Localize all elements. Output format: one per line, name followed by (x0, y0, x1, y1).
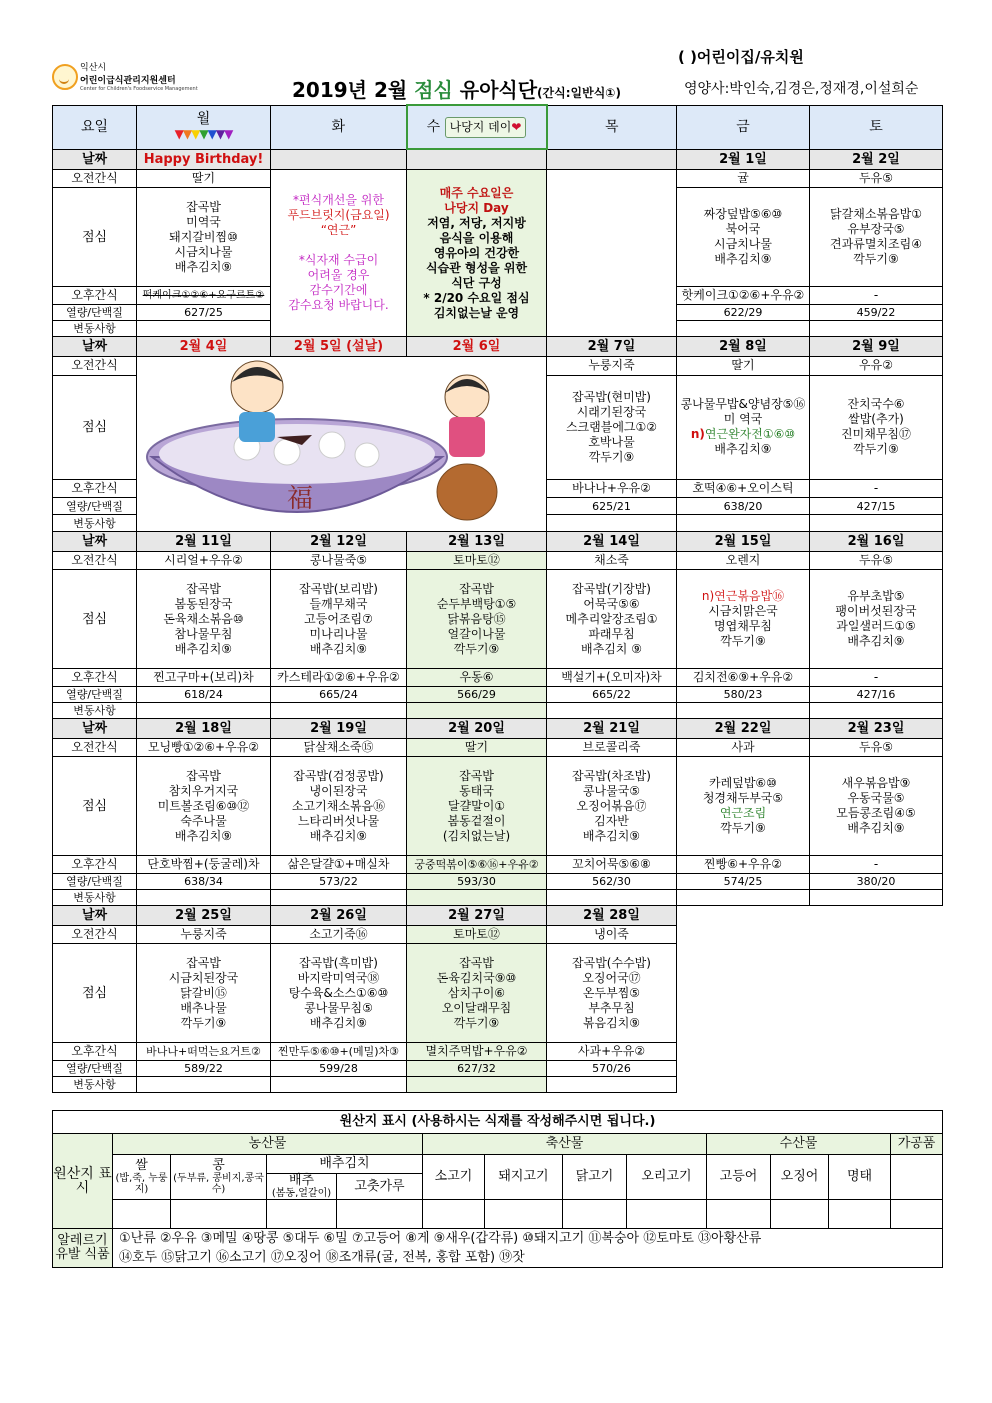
date-cell: 2월 18일 (137, 719, 271, 739)
facility-name-blank: ( )어린이집/유치원 (678, 48, 804, 66)
date-cell (547, 149, 677, 170)
lunch-cell: 유부초밥⑤ 팽이버섯된장국 과일샐러드①⑤ 배추김치⑨ (810, 570, 943, 669)
origin-input[interactable] (563, 1200, 627, 1229)
empty-area (677, 906, 943, 1093)
am-snack-row (53, 357, 943, 376)
origin-label: 원산지 표시 (53, 1134, 113, 1229)
am-snack-label: 오전간식 (53, 552, 137, 570)
rice-cake-soup-illustration (137, 357, 547, 527)
date-cell (407, 149, 547, 170)
changes-row (53, 890, 943, 906)
changes-row (53, 703, 943, 719)
fish-header: 고등어 (707, 1155, 771, 1200)
lunch-row (53, 570, 943, 669)
lunch-cell: 잡곡밥 참치우거지국 미트볼조림⑥⑩⑫ 숙주나물 배추김치⑨ (137, 757, 271, 856)
lunch-cell: 잡곡밥(흑미밥) 바지락미역국⑱ 탕수육&소스①⑥⑩ 콩나물무침⑤ 배추김치⑨ (271, 944, 407, 1043)
lunch-cell: 잡곡밥 돈육김치국⑨⑩ 삼치구이⑥ 오이달래무침 깍두기⑨ (407, 944, 547, 1043)
am-snack-cell: 소고기죽⑯ (271, 926, 407, 944)
am-snack-label: 오전간식 (53, 926, 137, 944)
date-cell: 2월 4일 (137, 337, 271, 357)
calorie-cell: 627/25 (137, 305, 271, 321)
calorie-cell: 625/21 (547, 498, 677, 515)
am-snack-row (53, 170, 943, 188)
date-cell: 2월 16일 (810, 532, 943, 552)
pepper-header: 고춧가루 (337, 1174, 423, 1200)
pm-snack-label: 오후간식 (53, 856, 137, 874)
pm-snack-cell: 단호박찜+(둥굴레)차 (137, 856, 271, 874)
date-cell: 2월 22일 (677, 719, 810, 739)
date-label: 날짜 (53, 906, 137, 926)
col-mon: 월 ▼▼▼▼▼▼▼ (137, 105, 271, 149)
logo-city: 익산시 (80, 63, 107, 73)
pm-snack-label: 오후간식 (53, 1043, 137, 1061)
food-bridge-note: *편식개선을 위한 푸드브릿지(금요일) “연근” *식자재 수급이 어려울 경우 감수기간에 감수요청 바랍니다. (271, 170, 407, 337)
col-fri: 금 (677, 105, 810, 149)
bean-header: 콩 (두부류, 콩비지,콩국수) (171, 1155, 267, 1200)
lunch-cell: 새우볶음밥⑨ 우동국물⑤ 모듬콩조림④⑤ 배추김치⑨ (810, 757, 943, 856)
col-wed: 수 나당지 데이❤ (407, 105, 547, 149)
lunch-cell: 카레덮밥⑥⑩ 청경채두부국⑤ 연근조림 깍두기⑨ (677, 757, 810, 856)
date-cell: 2월 20일 (407, 719, 547, 739)
lunch-row (53, 757, 943, 856)
calorie-cell: 638/20 (677, 498, 810, 515)
date-cell: 2월 12일 (271, 532, 407, 552)
am-snack-label: 오전간식 (53, 357, 137, 376)
am-snack-cell: 냉이죽 (547, 926, 677, 944)
allergy-list: ①난류 ②우유 ③메밀 ④땅콩 ⑤대두 ⑥밀 ⑦고등어 ⑧게 ⑨새우(갑각류) ⑩돼지고기 ⑪복숭아 ⑫토마토 ⑬아황산류 ⑭호두 ⑮닭고기 ⑯소고기 ⑰오징어 ⑱조개류(굴, 전복, 홍합 포함) ⑲잣 (113, 1229, 943, 1268)
pm-snack-cell: 궁중떡볶이⑤⑥⑯+우유② (407, 856, 547, 874)
lunch-cell: 잡곡밥(현미밥) 시래기된장국 스크램블에그①② 호박나물 깍두기⑨ (547, 375, 677, 479)
calorie-row (53, 687, 943, 703)
date-cell: 2월 5일 (설날) (271, 337, 407, 357)
heart-icon: ❤ (511, 119, 522, 134)
origin-table (52, 1110, 943, 1268)
origin-input[interactable] (113, 1200, 171, 1229)
lunch-label: 점심 (53, 188, 137, 287)
calorie-cell: 459/22 (810, 305, 943, 321)
date-cell: 2월 6일 (407, 337, 547, 357)
date-cell: 2월 11일 (137, 532, 271, 552)
seollal-illustration (137, 357, 547, 532)
birthday-label: Happy Birthday! (137, 149, 271, 170)
calorie-cell: 589/22 (137, 1061, 271, 1077)
origin-input[interactable] (707, 1200, 771, 1229)
calorie-cell: 599/28 (271, 1061, 407, 1077)
changes-cell (810, 515, 943, 532)
pm-snack-cell: 찐빵⑥+우유② (677, 856, 810, 874)
am-snack-cell: 브로콜리죽 (547, 739, 677, 757)
lunch-cell: 콩나물무밥&양념장⑤⑯ 미 역국 n)연근완자전①⑥⑩ 배추김치⑨ (677, 375, 810, 479)
am-snack-cell: 모닝빵①②⑥+우유② (137, 739, 271, 757)
pm-snack-cell: 찐만두⑤⑥⑩+(메밀)차③ (271, 1043, 407, 1061)
lunch-label: 점심 (53, 375, 137, 479)
date-label: 날짜 (53, 719, 137, 739)
lunch-label: 점심 (53, 570, 137, 669)
calorie-cell: 593/30 (407, 874, 547, 890)
date-row (53, 906, 943, 926)
pm-snack-cell: 바나나+떠먹는요거트② (137, 1043, 271, 1061)
date-cell: 2월 23일 (810, 719, 943, 739)
date-row (53, 719, 943, 739)
pm-snack-cell: - (810, 669, 943, 687)
pm-snack-cell: - (810, 287, 943, 305)
origin-input[interactable] (267, 1200, 337, 1229)
calorie-cell: 427/16 (810, 687, 943, 703)
am-snack-cell: 콩나물죽⑤ (271, 552, 407, 570)
rainbow-hearts-icon: ▼▼▼▼▼▼▼ (174, 127, 233, 141)
lunch-cell: 잡곡밥 미역국 돼지갈비찜⑩ 시금치나물 배추김치⑨ (137, 188, 271, 287)
meat-header: 소고기 (423, 1155, 485, 1200)
date-cell: 2월 25일 (137, 906, 271, 926)
pm-snack-label: 오후간식 (53, 287, 137, 305)
am-snack-cell: 딸기 (677, 357, 810, 376)
changes-label: 변동사항 (53, 321, 137, 337)
date-label: 날짜 (53, 149, 137, 170)
am-snack-cell: 사과 (677, 739, 810, 757)
calorie-cell: 380/20 (810, 874, 943, 890)
menu-table (52, 104, 943, 1093)
am-snack-cell: 토마토⑫ (407, 926, 547, 944)
pm-snack-row (53, 856, 943, 874)
meat-header: 오리고기 (627, 1155, 707, 1200)
pm-snack-cell: 우동⑥ (407, 669, 547, 687)
calorie-label: 열량/단백질 (53, 687, 137, 703)
changes-label: 변동사항 (53, 515, 137, 532)
col-sat: 토 (810, 105, 943, 149)
am-snack-cell: 닭살채소죽⑮ (271, 739, 407, 757)
calorie-label: 열량/단백질 (53, 498, 137, 515)
changes-cell (547, 515, 677, 532)
col-thu: 목 (547, 105, 677, 149)
am-snack-row (53, 552, 943, 570)
changes-label: 변동사항 (53, 703, 137, 719)
changes-cell (810, 321, 943, 337)
date-label: 날짜 (53, 337, 137, 357)
calorie-cell: 566/29 (407, 687, 547, 703)
fish-header: 오징어 (771, 1155, 829, 1200)
am-snack-label: 오전간식 (53, 739, 137, 757)
date-cell: 2월 2일 (810, 149, 943, 170)
am-snack-cell: 딸기 (407, 739, 547, 757)
pm-snack-cell: 바나나+우유② (547, 479, 677, 498)
calorie-cell: 570/26 (547, 1061, 677, 1077)
lunch-cell: 닭갈채소볶음밥① 유부장국⑤ 견과류멸치조림④ 깍두기⑨ (810, 188, 943, 287)
day-label: 요일 (53, 105, 137, 149)
am-snack-row (53, 739, 943, 757)
am-snack-cell: 딸기 (137, 170, 271, 188)
origin-input[interactable] (627, 1200, 707, 1229)
lunch-label: 점심 (53, 944, 137, 1043)
calorie-cell: 627/32 (407, 1061, 547, 1077)
calorie-cell: 580/23 (677, 687, 810, 703)
pm-snack-label: 오후간식 (53, 479, 137, 498)
calorie-cell: 574/25 (677, 874, 810, 890)
rice-header: 쌀 (밥,죽, 누룽지) (113, 1155, 171, 1200)
pm-snack-cell: 핫케이크①②⑥+우유② (677, 287, 810, 305)
date-row (53, 149, 943, 170)
changes-label: 변동사항 (53, 1077, 137, 1093)
pm-snack-cell: 호떡④⑥+오이스틱 (677, 479, 810, 498)
date-label: 날짜 (53, 532, 137, 552)
calorie-cell: 562/30 (547, 874, 677, 890)
smiley-logo-icon (52, 64, 78, 90)
lunch-cell: 잡곡밥(기장밥) 어묵국⑤⑥ 메추리알장조림① 파래무침 배추김치 ⑨ (547, 570, 677, 669)
date-row (53, 337, 943, 357)
calorie-label: 열량/단백질 (53, 305, 137, 321)
pm-snack-cell: 카스테라①②⑥+우유② (271, 669, 407, 687)
date-cell: 2월 21일 (547, 719, 677, 739)
lunch-cell: 짜장덮밥⑤⑥⑩ 북어국 시금치나물 배추김치⑨ (677, 188, 810, 287)
allergy-label: 알레르기유발 식품 (53, 1229, 113, 1268)
page-title: 2019년 2월 점심 유아식단(간식:일반식①) (292, 78, 621, 102)
date-cell (271, 149, 407, 170)
am-snack-cell: 귤 (677, 170, 810, 188)
weekday-header-row (53, 105, 943, 149)
col-tue: 화 (271, 105, 407, 149)
am-snack-cell: 토마토⑫ (407, 552, 547, 570)
calorie-cell: 638/34 (137, 874, 271, 890)
lunch-cell: 잡곡밥(보리밥) 들깨무채국 고등어조림⑦ 미나리나물 배추김치⑨ (271, 570, 407, 669)
date-cell: 2월 19일 (271, 719, 407, 739)
lunch-cell: 잔치국수⑥ 쌀밥(추가) 진미채무침⑰ 깍두기⑨ (810, 375, 943, 479)
date-cell: 2월 9일 (810, 337, 943, 357)
calorie-cell: 665/24 (271, 687, 407, 703)
changes-cell (137, 321, 271, 337)
origin-input[interactable] (891, 1200, 943, 1229)
pm-snack-label: 오후간식 (53, 669, 137, 687)
nadang-day-badge: 나당지 데이❤ (445, 117, 527, 138)
pm-snack-cell: 김치전⑥⑨+우유② (677, 669, 810, 687)
lunch-cell: 잡곡밥(차조밥) 콩나물국⑤ 오징어볶음⑰ 김자반 배추김치⑨ (547, 757, 677, 856)
pm-snack-cell: 백설기+(오미자)차 (547, 669, 677, 687)
pm-snack-cell: 멸치주먹밥+우유② (407, 1043, 547, 1061)
date-cell: 2월 28일 (547, 906, 677, 926)
date-cell: 2월 26일 (271, 906, 407, 926)
origin-input[interactable] (485, 1200, 563, 1229)
origin-input[interactable] (171, 1200, 267, 1229)
logo-center-name: 어린이급식관리지원센터 (80, 76, 176, 86)
am-snack-label: 오전간식 (53, 170, 137, 188)
am-snack-cell: 채소죽 (547, 552, 677, 570)
kimchi-header: 배추김치 (267, 1155, 423, 1174)
am-snack-cell: 두유⑤ (810, 739, 943, 757)
calorie-cell: 618/24 (137, 687, 271, 703)
processed-header (891, 1155, 943, 1200)
origin-input[interactable] (423, 1200, 485, 1229)
group-processed: 가공품 (891, 1134, 943, 1155)
am-snack-cell: 두유⑤ (810, 170, 943, 188)
pm-snack-cell: 사과+우유② (547, 1043, 677, 1061)
meat-header: 닭고기 (563, 1155, 627, 1200)
lunch-cell: n)연근볶음밥⑯ 시금치맑은국 명엽채무침 깍두기⑨ (677, 570, 810, 669)
date-cell: 2월 8일 (677, 337, 810, 357)
origin-input[interactable] (829, 1200, 891, 1229)
date-cell: 2월 1일 (677, 149, 810, 170)
calorie-cell: 622/29 (677, 305, 810, 321)
changes-label: 변동사항 (53, 890, 137, 906)
am-snack-cell: 누룽지죽 (137, 926, 271, 944)
nutritionists: 영양사:박인숙,김경은,정재경,이설희순 (684, 81, 919, 97)
am-snack-cell: 두유⑤ (810, 552, 943, 570)
fish-header: 명태 (829, 1155, 891, 1200)
calorie-cell: 573/22 (271, 874, 407, 890)
center-logo (52, 56, 212, 98)
changes-cell (677, 321, 810, 337)
date-row (53, 532, 943, 552)
group-fishery: 수산물 (707, 1134, 891, 1155)
date-cell: 2월 27일 (407, 906, 547, 926)
pm-snack-cell: - (810, 479, 943, 498)
date-cell: 2월 13일 (407, 532, 547, 552)
calorie-cell: 665/22 (547, 687, 677, 703)
pm-snack-cell: 떡케이크①②⑥+요구르트② (137, 287, 271, 305)
changes-cell (677, 515, 810, 532)
meat-header: 돼지고기 (485, 1155, 563, 1200)
date-cell: 2월 14일 (547, 532, 677, 552)
am-snack-cell: 누룽지죽 (547, 357, 677, 376)
date-cell: 2월 7일 (547, 337, 677, 357)
pm-snack-cell: - (810, 856, 943, 874)
calorie-label: 열량/단백질 (53, 874, 137, 890)
svg-text:福: 福 (287, 484, 314, 514)
calorie-label: 열량/단백질 (53, 1061, 137, 1077)
logo-english: Center for Children's Foodservice Management (80, 86, 198, 92)
lunch-cell: 잡곡밥 동태국 달걀말이① 봄동겉절이 (김치없는날) (407, 757, 547, 856)
am-snack-cell: 오렌지 (677, 552, 810, 570)
nadang-day-note: 매주 수요일은 나당지 Day 저염, 저당, 저지방 음식을 이용해 영유아의 건강한 식습관 형성을 위한 식단 구성 * 2/20 수요일 점심 김치없는날 운영 (407, 170, 547, 337)
date-cell: 2월 15일 (677, 532, 810, 552)
empty-cell (547, 170, 677, 337)
am-snack-cell: 시리얼+우유② (137, 552, 271, 570)
lunch-cell: 잡곡밥(검정콩밥) 냉이된장국 소고기채소볶음⑯ 느타리버섯나물 배추김치⑨ (271, 757, 407, 856)
lunch-cell: 잡곡밥 봄동된장국 돈육채소볶음⑩ 참나물무침 배추김치⑨ (137, 570, 271, 669)
cabbage-header: 배추 (봄동,얼갈이) (267, 1174, 337, 1200)
origin-title: 원산지 표시 (사용하시는 식재를 작성해주시면 됩니다.) (53, 1111, 943, 1134)
calorie-cell: 427/15 (810, 498, 943, 515)
calorie-row (53, 874, 943, 890)
am-snack-cell: 우유② (810, 357, 943, 376)
pm-snack-cell: 찐고구마+(보리)차 (137, 669, 271, 687)
origin-input[interactable] (771, 1200, 829, 1229)
lunch-cell: 잡곡밥 순두부백탕①⑤ 닭볶음탕⑮ 얼갈이나물 깍두기⑨ (407, 570, 547, 669)
lunch-cell: 잡곡밥 시금치된장국 닭갈비⑮ 배추나물 깍두기⑨ (137, 944, 271, 1043)
group-livestock: 축산물 (423, 1134, 707, 1155)
pm-snack-cell: 삶은달걀①+매실차 (271, 856, 407, 874)
group-agri: 농산물 (113, 1134, 423, 1155)
lunch-label: 점심 (53, 757, 137, 856)
pm-snack-cell: 꼬치어묵⑤⑥⑧ (547, 856, 677, 874)
lunch-cell: 잡곡밥(수수밥) 오징어국⑰ 온두부찜⑤ 부추무침 볶음김치⑨ (547, 944, 677, 1043)
pm-snack-row (53, 669, 943, 687)
origin-input[interactable] (337, 1200, 423, 1229)
